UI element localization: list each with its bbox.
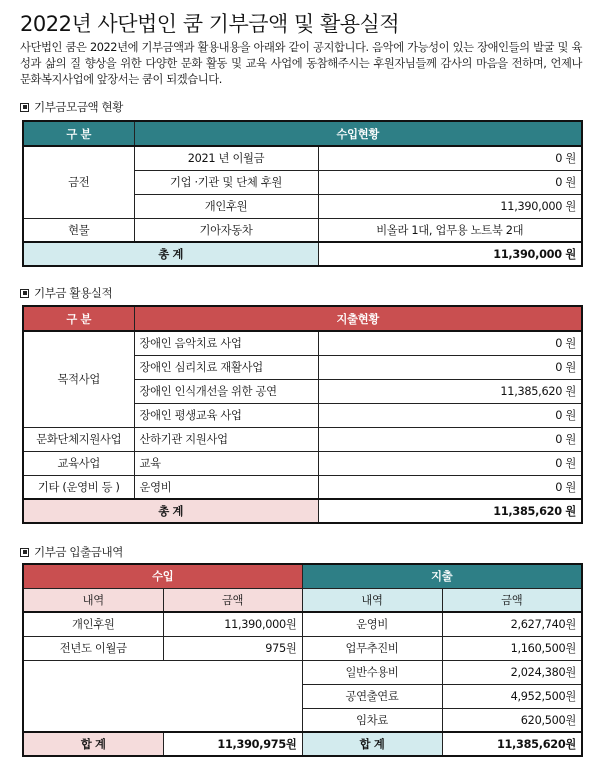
header-category: 구 분 — [23, 121, 134, 146]
inkind-detail: 비올라 1대, 업무용 노트북 2대 — [318, 218, 582, 242]
square-bullet-icon — [20, 103, 29, 112]
usage-amount: 0 원 — [318, 475, 582, 499]
income-amount: 975원 — [163, 636, 302, 660]
usage-item: 산하기관 지원사업 — [134, 427, 318, 451]
income-status-table — [22, 120, 583, 267]
income-amount: 11,390,000원 — [163, 612, 302, 636]
expense-col-item: 내역 — [302, 588, 442, 612]
expense-amount: 2,627,740원 — [442, 612, 582, 636]
section-label-ledger — [20, 544, 123, 560]
usage-amount: 0 원 — [318, 427, 582, 451]
inkind-label: 현물 — [23, 218, 134, 242]
cash-amount: 0 원 — [318, 170, 582, 194]
usage-category: 문화단체지원사업 — [23, 427, 134, 451]
cash-item: 개인후원 — [134, 194, 318, 218]
expense-item: 임차료 — [302, 708, 442, 732]
section-label-income — [20, 99, 123, 115]
expense-col-amount: 금액 — [442, 588, 582, 612]
section-title: 기부금모금액 현황 — [34, 100, 123, 114]
total-label: 총 계 — [23, 499, 318, 523]
cash-label: 금전 — [23, 146, 134, 218]
purpose-label: 목적사업 — [23, 331, 134, 427]
expense-amount: 620,500원 — [442, 708, 582, 732]
expense-item: 운영비 — [302, 612, 442, 636]
section-title: 기부금 입출금내역 — [34, 545, 123, 559]
purpose-item: 장애인 인식개선을 위한 공연 — [134, 379, 318, 403]
purpose-item: 장애인 음악치료 사업 — [134, 331, 318, 355]
income-total-amount: 11,390,975원 — [163, 732, 302, 756]
expense-header: 지출 — [302, 564, 582, 588]
expense-item: 공연출연료 — [302, 684, 442, 708]
usage-amount: 0 원 — [318, 451, 582, 475]
cash-item: 기업 ·기관 및 단체 후원 — [134, 170, 318, 194]
intro-paragraph: 사단법인 쿰은 2022년에 기부금액과 활용내용을 아래와 같이 공지합니다. 음악에 가능성이 있는 장애인들의 발굴 및 육성과 삶의 질 향상을 위한 다양한 문화 활동 및 교육 사업에 동참해주시는 후원자님들께 감사의 마음을 전하며, 언제나 문화복지사업에 앞장서는 쿰이 되겠습니다. — [20, 41, 582, 86]
income-total-label: 합 계 — [23, 732, 163, 756]
usage-item: 교육 — [134, 451, 318, 475]
cash-amount: 11,390,000 원 — [318, 194, 582, 218]
purpose-amount: 0 원 — [318, 403, 582, 427]
usage-item: 운영비 — [134, 475, 318, 499]
total-amount: 11,390,000 원 — [318, 242, 582, 266]
purpose-item: 장애인 심리치료 재활사업 — [134, 355, 318, 379]
income-col-item: 내역 — [23, 588, 163, 612]
header-category: 구 분 — [23, 306, 134, 331]
cash-item: 2021 년 이월금 — [134, 146, 318, 170]
income-header: 수입 — [23, 564, 302, 588]
header-status: 수입현황 — [134, 121, 582, 146]
expense-total-amount: 11,385,620원 — [442, 732, 582, 756]
header-status: 지출현황 — [134, 306, 582, 331]
total-amount: 11,385,620 원 — [318, 499, 582, 523]
page-title: 2022년 사단법인 쿰 기부금액 및 활용실적 — [20, 12, 400, 36]
square-bullet-icon — [20, 548, 29, 557]
section-label-usage — [20, 285, 112, 301]
expense-item: 업무추진비 — [302, 636, 442, 660]
expense-amount: 1,160,500원 — [442, 636, 582, 660]
purpose-amount: 11,385,620 원 — [318, 379, 582, 403]
ledger-table — [22, 563, 583, 757]
usage-category: 교육사업 — [23, 451, 134, 475]
expense-amount: 4,952,500원 — [442, 684, 582, 708]
usage-status-table — [22, 305, 583, 524]
purpose-amount: 0 원 — [318, 355, 582, 379]
inkind-item: 기아자동차 — [134, 218, 318, 242]
income-item: 개인후원 — [23, 612, 163, 636]
expense-amount: 2,024,380원 — [442, 660, 582, 684]
income-empty-cell — [23, 660, 302, 732]
usage-category: 기타 (운영비 등 ) — [23, 475, 134, 499]
purpose-item: 장애인 평생교육 사업 — [134, 403, 318, 427]
square-bullet-icon — [20, 289, 29, 298]
expense-item: 일반수용비 — [302, 660, 442, 684]
total-label: 총 계 — [23, 242, 318, 266]
purpose-amount: 0 원 — [318, 331, 582, 355]
income-item: 전년도 이월금 — [23, 636, 163, 660]
income-col-amount: 금액 — [163, 588, 302, 612]
cash-amount: 0 원 — [318, 146, 582, 170]
expense-total-label: 합 계 — [302, 732, 442, 756]
section-title: 기부금 활용실적 — [34, 286, 113, 300]
